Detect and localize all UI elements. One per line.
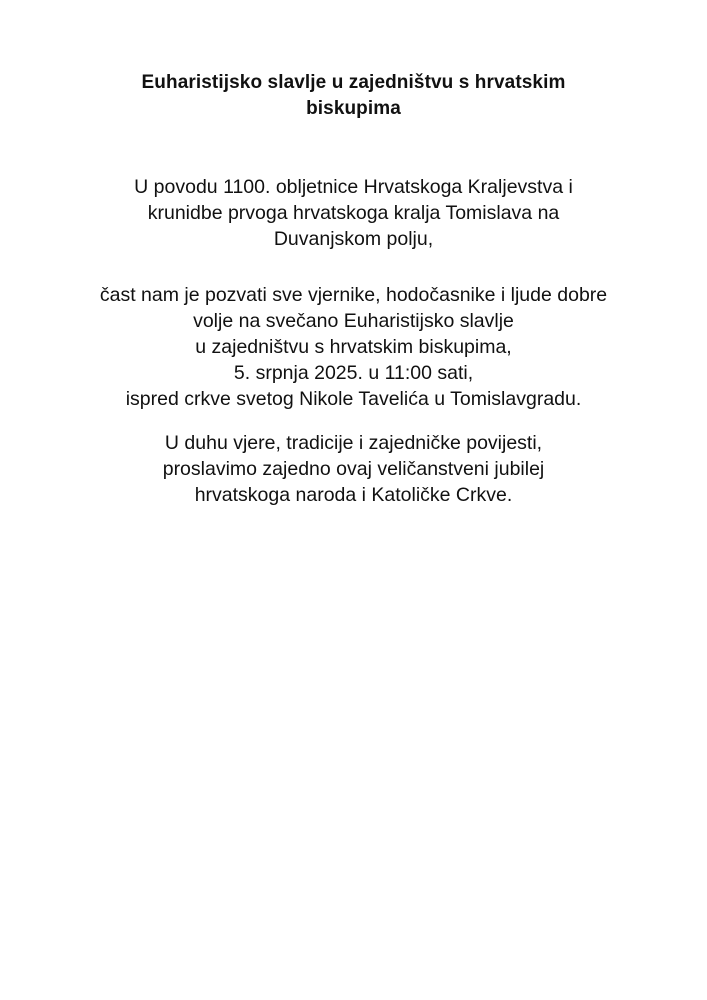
title-line: Euharistijsko slavlje u zajedništvu s hrvatskim [141, 72, 566, 93]
paragraph-invitation [0, 282, 707, 412]
paragraph-closing [0, 430, 707, 508]
event-date-line: 5. srpnja 2025. u 11:00 sati, [233, 362, 474, 384]
paragraph-occasion [0, 174, 707, 252]
paragraph-line: u zajedništvu s hrvatskim biskupima, [195, 336, 512, 358]
document-title [0, 70, 707, 122]
paragraph-line: U duhu vjere, tradicije i zajedničke povijesti, [164, 432, 543, 454]
event-location-line: ispred crkve svetog Nikole Tavelića u Tomislavgradu. [125, 388, 582, 410]
paragraph-line: proslavimo zajedno ovaj veličanstveni jubilej [162, 458, 545, 480]
paragraph-line: krunidbe prvoga hrvatskoga kralja Tomislava na [147, 202, 560, 224]
title-line: biskupima [306, 98, 401, 119]
paragraph-line: Duvanjskom polju, [273, 228, 434, 250]
paragraph-line: U povodu 1100. obljetnice Hrvatskoga Kraljevstva i [134, 176, 573, 198]
paragraph-line: volje na svečano Euharistijsko slavlje [193, 310, 514, 332]
paragraph-line: čast nam je pozvati sve vjernike, hodočasnike i ljude dobre [99, 284, 608, 306]
paragraph-line: hrvatskoga naroda i Katoličke Crkve. [194, 484, 513, 506]
